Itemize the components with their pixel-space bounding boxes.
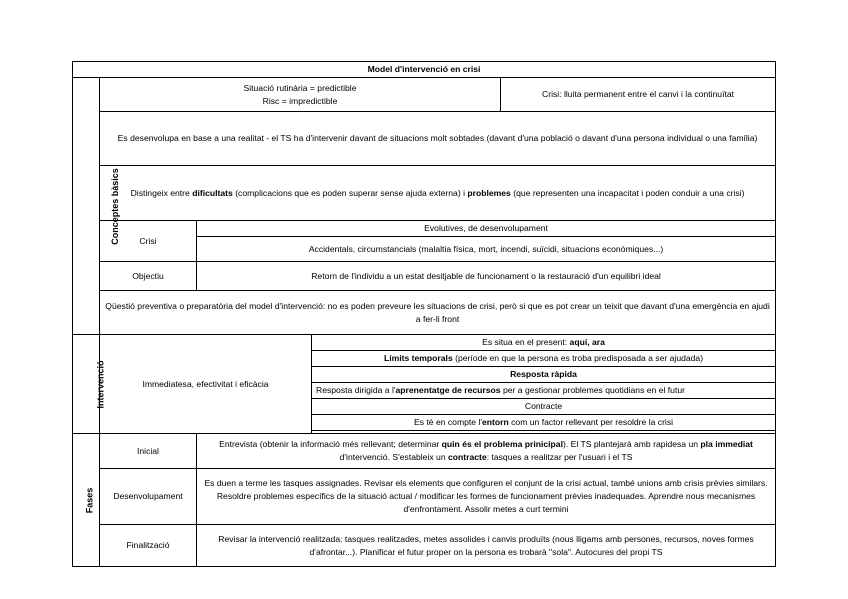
section-label-fases: Fases: [73, 434, 100, 567]
situacio-rutinaria: Situació rutinària = predictible: [243, 82, 357, 93]
objectiu-text: Retorn de l'individu a un estat desitjable de funcionament o la restauració d'un equilibri ideal: [197, 262, 776, 291]
section-label-intervencio: Intervenció: [73, 335, 100, 434]
intervencio-resposta-dirigida: Resposta dirigida a l'aprenentatge de recursos per a gestionar problemes quotidians en el futur: [312, 383, 776, 399]
fase-desenvolupament-label: Desenvolupament: [100, 469, 197, 525]
desenvolupa-text: Es desenvolupa en base a una realitat - el TS ha d'intervenir davant de situacions molt sobtades (davant d'una població o davant d'una persona individual o una família): [100, 112, 776, 166]
crisi-label: Crisi: [100, 221, 197, 262]
intervencio-present: Es situa en el present: aquí, ara: [312, 335, 776, 351]
fase-finalitzacio-label: Finalització: [100, 525, 197, 567]
intervencio-limits: Límits temporals (període en que la persona es troba predisposada a ser ajudada): [312, 351, 776, 367]
fase-inicial-label: Inicial: [100, 434, 197, 469]
intervencio-entorn: Es té en compte l'entorn com un factor rellevant per resoldre la crisi: [312, 415, 776, 431]
distingeix-text: Distingeix entre dificultats (complicacions que es poden superar sense ajuda externa) i problemes (que representen una incapacitat i poden conduir a una crisi): [100, 166, 776, 221]
questio-text: Qüestió preventiva o preparatòria del model d'intervenció: no es poden preveure les situacions de crisi, però si que es pot crear un teixit que davant d'una emergència en ajudi a fer-li front: [100, 291, 776, 335]
crisi-lluita: Crisi: lluita permanent entre el canvi i la continuïtat: [501, 78, 776, 112]
intervencio-resposta-rapida: Resposta ràpida: [312, 367, 776, 383]
fase-finalitzacio-text: Revisar la intervenció realitzada: tasques realitzades, metes assolides i canvis produïts (nous lligams amb persones, recursos, noves formes d'afrontar...). Planificar el futur proper on la persona es trobarà "sola". Autocures del propi TS: [197, 525, 776, 567]
fase-desenvolupament-text: Es duen a terme les tasques assignades. Revisar els elements que configuren el conjunt de la crisi actual, també unions amb crisis prèvies similars. Resoldre problemes específics de la situació actual / modificar les formes de funcionament prèvies inadequades. Aprendre nous mecanismes d'enfrontament. Assolir metes a curt termini: [197, 469, 776, 525]
crisi-evolutives: Evolutives, de desenvolupament: [197, 221, 776, 237]
model-table: [72, 61, 776, 567]
situacio-cell: [100, 78, 501, 112]
objectiu-label: Objectiu: [100, 262, 197, 291]
section-label-conceptes: Conceptes bàsics: [73, 78, 100, 335]
intervencio-contracte: Contracte: [312, 399, 776, 415]
crisi-accidentals: Accidentals, circumstancials (malaltia física, mort, incendi, suïcidi, situacions econòmiques...): [197, 237, 776, 262]
risc: Risc = impredictible: [262, 95, 338, 106]
table-title: Model d'intervenció en crisi: [73, 62, 776, 78]
fase-inicial-text: Entrevista (obtenir la informació més rellevant; determinar quin és el problema prinicipal). El TS plantejarà amb rapidesa un pla immediat d'intervenció. S'estableix un contracte: tasques a realitzar per l'usuari i el TS: [197, 434, 776, 469]
intervencio-label: Immediatesa, efectivitat i eficàcia: [100, 335, 312, 434]
